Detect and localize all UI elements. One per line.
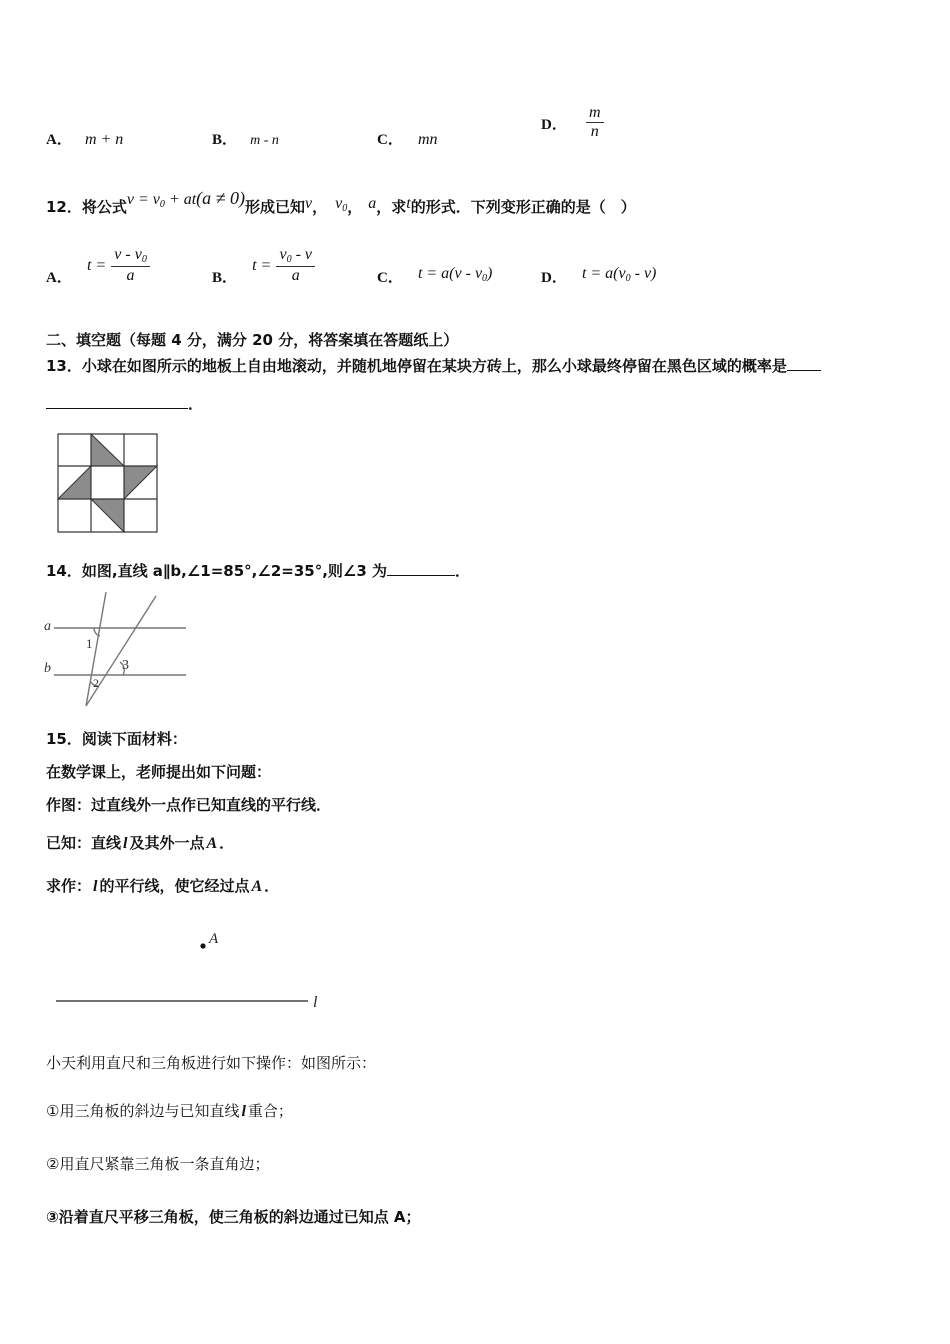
shaded-triangle-right [124,466,157,499]
stem-text: 形成已知 [245,198,306,216]
q15-step-2: ②用直尺紧靠三角板一条直角边； [46,1155,270,1173]
fraction-denominator: n [590,123,599,140]
fraction-numerator: v0 - v [276,246,315,267]
section-title: 二、填空题（每题 4 分，满分 20 分，将答案填在答题纸上） [46,331,459,349]
fraction-numerator: m [586,104,604,123]
option-label: D． [541,270,567,286]
answer-blank [46,394,188,409]
shaded-triangle-top [91,434,124,466]
option-expr: m - n [250,133,279,148]
option-label: B． [212,132,238,148]
q11-option-b [212,128,279,149]
variable-v: v [305,195,313,212]
label-angle-2: 2 [93,676,99,690]
label-b: b [44,661,51,676]
option-lhs: t = [252,257,272,274]
formula: v = v0 + at(a ≠ 0) [126,188,246,210]
q14-stem [46,560,470,581]
line-l-label: l [313,994,318,1011]
q13-stem [46,355,821,376]
fraction [586,104,604,141]
point-a [200,943,205,948]
parallel-lines-figure [42,590,190,710]
q15-step-1: ①用三角板的斜边与已知直线 l 重合； [46,1102,293,1120]
q15-line-2: 作图：过直线外一点作已知直线的平行线． [46,796,332,814]
option-expr: m + n [84,131,124,148]
stem-text: 13．小球在如图所示的地板上自由地滚动，并随机地停留在某块方砖上，那么小球最终停留在黑色区域的概率是 [46,357,787,375]
variable-t: t [406,195,411,212]
point-a-label: A [209,931,219,947]
label-angle-1: 1 [86,636,93,651]
option-label: C． [377,132,403,148]
fraction-denominator: a [126,267,135,284]
q12-stem: 12．将公式v = v0 + at(a ≠ 0)形成已知v， v0， a，求t的形式．下列变形正确的是（ ） [46,188,636,216]
shaded-triangle-bottom [91,499,124,532]
option-label: A． [46,132,72,148]
q15-line-5: 小天利用直尺和三角板进行如下操作：如图所示： [46,1054,377,1072]
stem-text: ，求 [376,198,407,216]
question-number: 12． [46,198,82,216]
option-label: C． [377,270,403,286]
option-label: A． [46,270,72,286]
fraction [276,246,315,285]
q11-option-c [377,128,438,149]
stem-text: 14．如图,直线 a∥b,∠1=85°,∠2=35°,则∠3 为 [46,562,388,580]
q12-option-d [541,262,657,286]
tile-grid [58,434,157,532]
option-expr: t = a(v0 - v) [581,265,657,284]
floor-tile-figure [57,433,159,533]
q15-line-4: 求作： l 的平行线，使它经过点 A ． [46,877,280,895]
fraction [111,246,150,285]
variable-v0: v0 [335,195,348,214]
label-angle-3: 3 [122,658,129,673]
answer-blank [787,356,821,371]
q15-step-3: ③沿着直尺平移三角板，使三角板的斜边通过已知点 A； [46,1208,421,1226]
label-a: a [44,619,51,634]
option-expr: t = a(v - v0) [417,265,493,284]
fraction-numerator: v - v0 [111,246,150,267]
period: ． [455,562,471,580]
stem-text: 的形式．下列变形正确的是（ ） [410,198,636,216]
q13-stem-cont [46,393,203,414]
q12-option-b [212,246,315,285]
answer-blank [387,561,455,576]
q15-line-1: 在数学课上，老师提出如下问题： [46,763,272,781]
q12-option-a [46,246,150,285]
option-label: B． [212,270,238,286]
q15-line-3: 已知：直线 l 及其外一点 A ． [46,834,235,852]
stem-text: 将公式 [81,198,127,216]
shaded-triangle-left [58,466,91,499]
q11-option-a [46,128,123,149]
q15-title: 15．阅读下面材料： [46,730,187,748]
q11-option-d [541,104,604,141]
point-line-figure [50,925,340,1015]
option-expr: mn [417,131,438,148]
option-label: D． [541,117,567,133]
q12-option-c [377,262,493,286]
period: ． [188,395,204,413]
variable-a: a [368,195,377,212]
fraction-denominator: a [291,267,300,284]
option-lhs: t = [86,257,107,274]
